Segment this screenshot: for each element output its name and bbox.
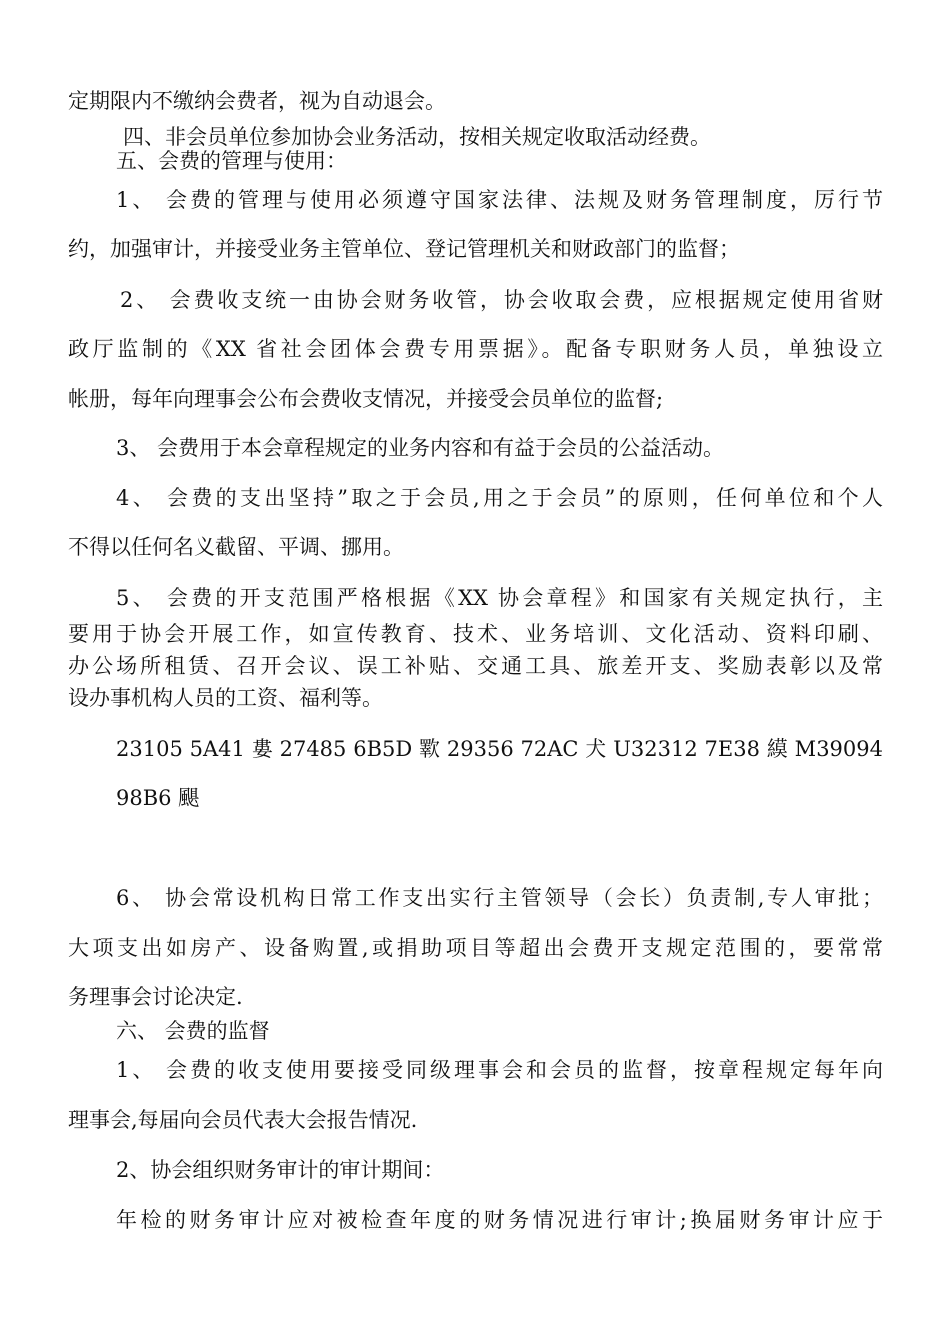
- text-line: 1、 会费的管理与使用必须遵守国家法律、法规及财务管理制度，厉行节: [116, 188, 883, 212]
- text-line: 定期限内不缴纳会费者，视为自动退会。: [68, 89, 446, 113]
- text-line: 4、 会费的支出坚持”取之于会员,用之于会员”的原则，任何单位和个人: [116, 486, 883, 510]
- text-line: 1、 会费的收支使用要接受同级理事会和会员的监督，按章程规定每年向: [116, 1058, 883, 1082]
- text-line: 约，加强审计，并接受业务主管单位、登记管理机关和财政部门的监督；: [68, 237, 740, 261]
- section-heading: 六、 会费的监督: [116, 1019, 270, 1043]
- text-line: 大项支出如房产、设备购置,或捐助项目等超出会费开支规定范围的，要常常: [68, 936, 883, 960]
- text-line: 设办事机构人员的工资、福利等。: [68, 686, 383, 710]
- text-line: 理事会,每届向会员代表大会报告情况.: [68, 1108, 418, 1132]
- text-line: 6、 协会常设机构日常工作支出实行主管领导（会长）负责制,专人审批；: [116, 886, 883, 910]
- text-line: 3、 会费用于本会章程规定的业务内容和有益于会员的公益活动。: [116, 436, 725, 460]
- code-line: 98B6 颶: [116, 786, 200, 810]
- text-line: 2、协会组织财务审计的审计期间：: [116, 1158, 445, 1182]
- section-heading: 四、非会员单位参加协会业务活动，按相关规定收取活动经费。: [123, 125, 711, 149]
- text-line: 年检的财务审计应对被检查年度的财务情况进行审计;换届财务审计应于: [116, 1208, 883, 1232]
- code-line: 23105 5A41 婁 27485 6B5D 歝 29356 72AC 犬 U32312 7E38 縸 M39094: [116, 737, 883, 761]
- text-line: 务理事会讨论决定.: [68, 985, 243, 1009]
- text-line: 帐册，每年向理事会公布会费收支情况，并接受会员单位的监督;: [68, 387, 664, 411]
- text-line: 不得以任何名义截留、平调、挪用。: [68, 535, 404, 559]
- text-line: 政厅监制的《XX 省社会团体会费专用票据》。配备专职财务人员，单独设立: [68, 337, 883, 361]
- text-line: 要用于协会开展工作，如宣传教育、技术、业务培训、文化活动、资料印刷、: [68, 622, 883, 646]
- section-heading: 五、会费的管理与使用：: [116, 149, 347, 173]
- text-line: 办公场所租赁、召开会议、误工补贴、交通工具、旅差开支、奖励表彰以及常: [68, 654, 883, 678]
- text-line: 5、 会费的开支范围严格根据《XX 协会章程》和国家有关规定执行，主: [116, 586, 883, 610]
- text-line: 2、 会费收支统一由协会财务收管，协会收取会费，应根据规定使用省财: [120, 288, 883, 312]
